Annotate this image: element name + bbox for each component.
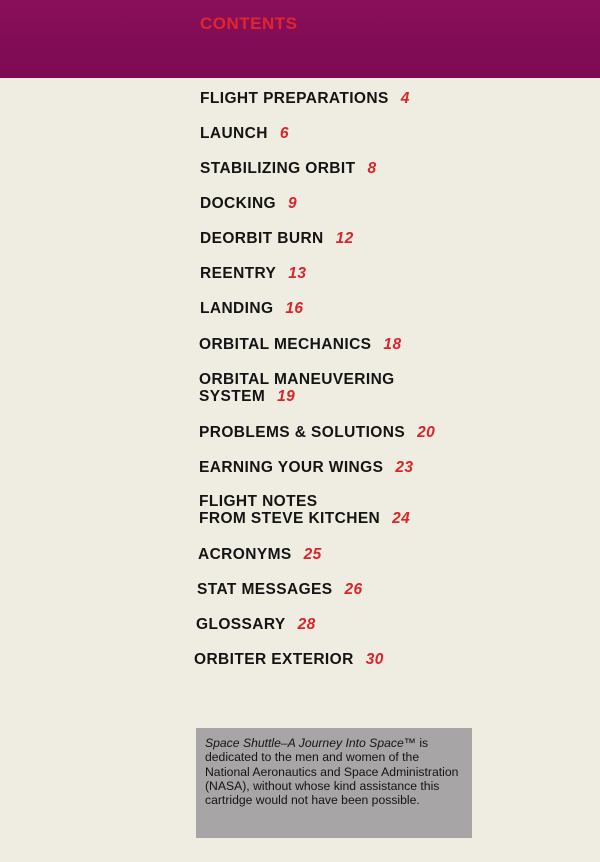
dedication-body: is dedicated to the men and women of the National Aeronautics and Space Administration (NASA), without whose kind assistance this cartridge would not have been possible. <box>205 736 459 808</box>
toc-entry-last-line <box>198 546 322 563</box>
toc-entry-last-line <box>199 424 435 441</box>
toc-page-number: 6 <box>279 125 289 142</box>
toc-page-number: 12 <box>335 230 354 247</box>
toc-entry <box>200 90 410 107</box>
toc-entry-title: FROM STEVE KITCHEN <box>199 510 381 527</box>
toc-entry-title: SYSTEM <box>199 388 266 405</box>
page-title: CONTENTS <box>200 14 298 33</box>
toc-entry <box>199 371 395 405</box>
toc-entry <box>199 493 410 527</box>
toc-entry-title: GLOSSARY <box>196 616 286 633</box>
toc-entry-last-line <box>194 651 384 668</box>
toc-entry-title: ORBITAL MECHANICS <box>199 336 372 353</box>
toc-entry-last-line <box>200 230 354 247</box>
toc-entry-last-line <box>199 510 410 527</box>
toc-entry-last-line <box>200 90 410 107</box>
toc-entry-title: EARNING YOUR WINGS <box>199 459 384 476</box>
toc-page-number: 28 <box>297 616 316 633</box>
toc-page-number: 13 <box>288 265 307 282</box>
toc-entry <box>196 616 316 633</box>
toc-page-number: 8 <box>367 160 377 177</box>
toc-entry <box>199 459 413 476</box>
toc-entry <box>200 230 354 247</box>
toc-entry <box>199 424 435 441</box>
toc-entry-title: LAUNCH <box>200 125 268 142</box>
toc-entry <box>194 651 384 668</box>
toc-entry-last-line <box>199 388 395 405</box>
toc-entry-title: FLIGHT PREPARATIONS <box>200 90 389 107</box>
toc-page-number: 30 <box>365 651 384 668</box>
toc-entry-title: ORBITAL MANEUVERING <box>199 371 395 388</box>
toc-entry-title: LANDING <box>200 300 274 317</box>
toc-page-number: 19 <box>277 388 296 405</box>
toc-entry-title: DEORBIT BURN <box>200 230 324 247</box>
toc-entry <box>200 195 297 212</box>
toc-entry-title: FLIGHT NOTES <box>199 493 318 510</box>
toc-entry-title: PROBLEMS & SOLUTIONS <box>199 424 406 441</box>
toc-entry-title: ACRONYMS <box>198 546 292 563</box>
toc-page-number: 26 <box>344 581 363 598</box>
toc-page-number: 18 <box>383 336 402 353</box>
toc-entry <box>200 125 289 142</box>
toc-page-number: 25 <box>303 546 322 563</box>
toc-page-number: 23 <box>395 459 414 476</box>
header-band <box>0 0 600 78</box>
toc-entry-last-line <box>200 195 297 212</box>
toc-entry-last-line <box>200 265 306 282</box>
toc-entry-last-line <box>199 336 401 353</box>
toc-entry-title: STAT MESSAGES <box>197 581 333 598</box>
toc-entry-title: ORBITER EXTERIOR <box>194 651 354 668</box>
toc-page-number: 24 <box>392 510 411 527</box>
dedication-product-name: Space Shuttle–A Journey Into Space™ <box>205 736 416 750</box>
toc-entry-last-line <box>197 581 363 598</box>
toc-page-number: 16 <box>285 300 304 317</box>
toc-entry-title: DOCKING <box>200 195 276 212</box>
toc-entry-last-line <box>196 616 316 633</box>
toc-entry <box>199 336 401 353</box>
dedication-text <box>205 736 464 807</box>
dedication-box <box>196 728 472 838</box>
toc-entry-last-line <box>199 459 413 476</box>
toc-entry-title: STABILIZING ORBIT <box>200 160 356 177</box>
toc-entry <box>200 160 377 177</box>
toc-page-number: 4 <box>400 90 410 107</box>
toc-entry <box>197 581 363 598</box>
toc-entry <box>200 300 303 317</box>
toc-entry-last-line <box>200 160 377 177</box>
toc-page-number: 20 <box>417 424 436 441</box>
toc-page-number: 9 <box>288 195 298 212</box>
toc-entry-last-line <box>200 300 303 317</box>
toc-entry <box>198 546 322 563</box>
toc-entry-title: REENTRY <box>200 265 277 282</box>
toc-entry <box>200 265 306 282</box>
toc-entry-last-line <box>200 125 289 142</box>
